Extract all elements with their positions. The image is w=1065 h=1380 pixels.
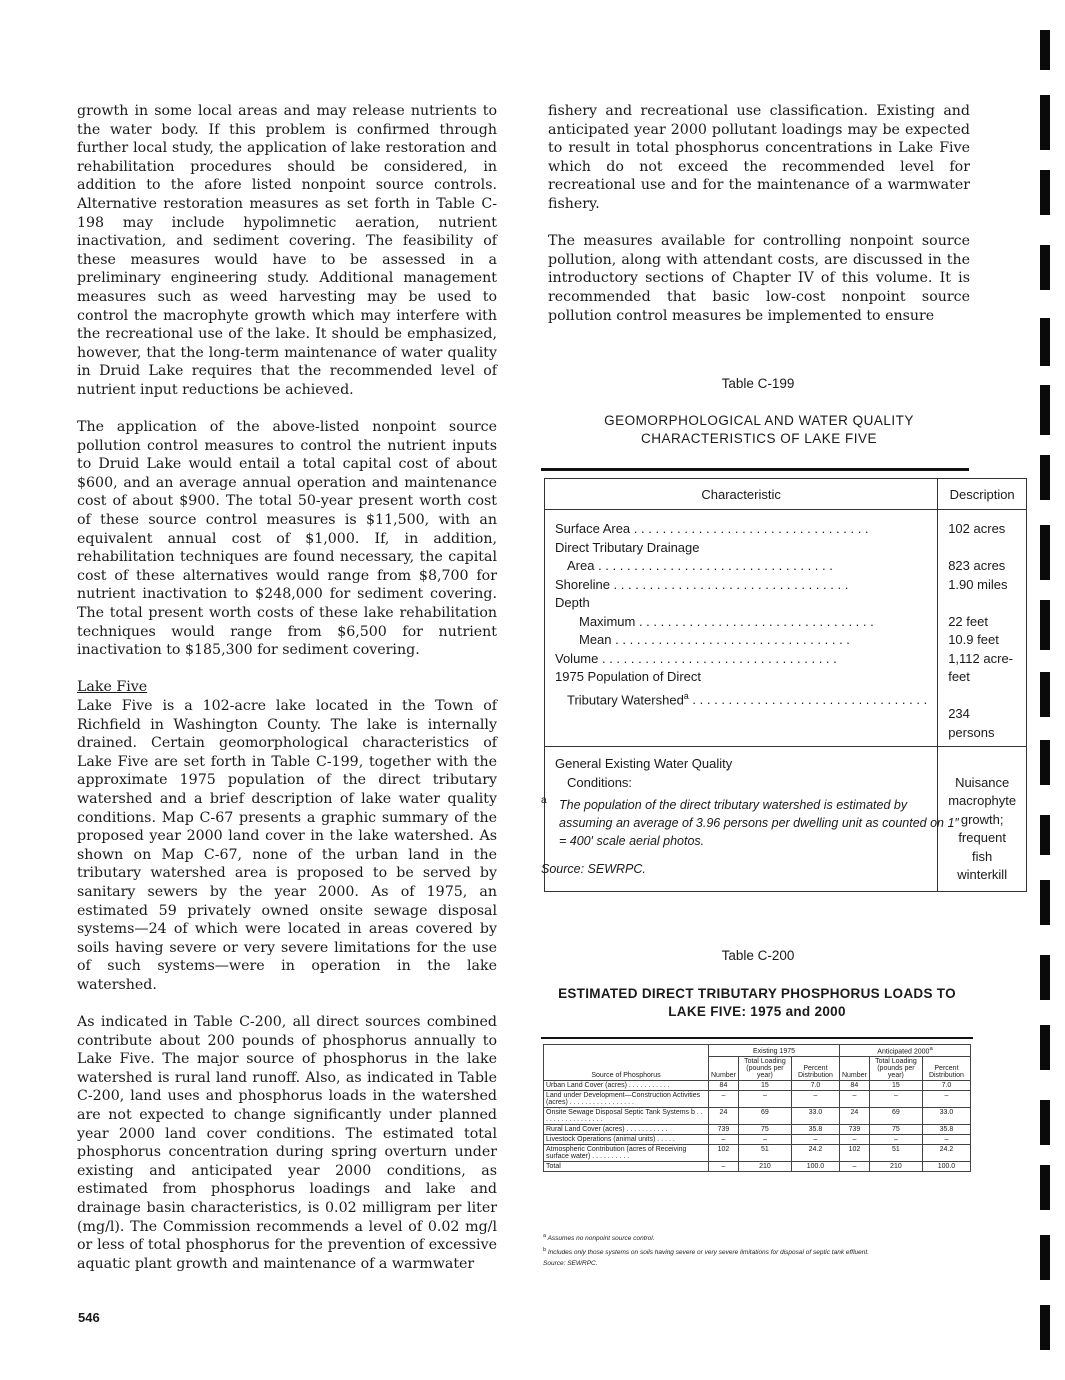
conditions-value-line2: frequent fish winterkill: [957, 830, 1008, 882]
drainage-area-value: 823 acres: [948, 558, 1006, 573]
table-row: Atmospheric Contribution (acres of Receiving surface water) . . . . . . . . . . 102 51 24.2 102 51 24.2: [544, 1145, 971, 1162]
col-characteristic: Characteristic: [545, 479, 938, 510]
left-paragraph-1: growth in some local areas and may release nutrients to the water body. If this problem is confirmed through further local study, the application of lake restoration and rehabilitation procedures should be considered, in addition to the afore listed nonpoint source controls. Alternative restoration measures as set forth in Table C-198 may include hypolimnetic aeration, nutrient inactivation, and sediment covering. The feasibility of these measures would have to be assessed in a preliminary engineering study. Additional management measures such as weed harvesting may be used to control the macrophyte growth which may interfere with the recreational use of the lake. It should be emphasized, however, that the long-term maintenance of water quality in Druid Lake requires that the recommended level of nutrient input reductions be achieved.: [77, 103, 497, 398]
right-paragraph-1: fishery and recreational use classification. Existing and anticipated year 2000 pollutant loadings may be expected to result in total phosphorus concentrations in Lake Five which do not exceed the recommended level for recreational use and for the maintenance of a warmwater fishery.: [548, 103, 970, 212]
table-c199-title: GEOMORPHOLOGICAL AND WATER QUALITY CHARACTERISTICS OF LAKE FIVE: [604, 413, 914, 446]
right-paragraph-2: The measures available for controlling nonpoint source pollution, along with attendant costs, are discussed in the introductory sections of Chapter IV of this volume. It is recommended that basic low-cost nonpoint source pollution control measures be implemented to ensure: [548, 233, 970, 324]
table-c199-footnote: a The population of the direct tributary watershed is estimated by assuming an average of 3.96 persons per dwelling unit as counted on 1″ = 400′ scale aerial photos.: [541, 795, 959, 848]
table-c199-number: Table C-199: [721, 376, 795, 391]
col-source: Source of Phosphorus: [544, 1045, 709, 1081]
table-row: Total – 210 100.0 – 210 100.0: [544, 1162, 971, 1172]
page-number: 546: [78, 1310, 100, 1325]
population-value: 234 persons: [948, 706, 995, 740]
group-anticipated: Anticipated 2000$^a$: [839, 1045, 970, 1057]
table-c200-body: [544, 1081, 971, 1172]
table-row: Land under Development—Construction Activities (acres) . . . . . . . . . . . . . . . . . – – – – – –: [544, 1091, 971, 1108]
surface-area-value: 102 acres: [948, 521, 1006, 536]
mean-depth-value: 10.9 feet: [948, 632, 999, 647]
right-column: [548, 102, 970, 344]
shoreline-value: 1.90 miles: [948, 576, 1008, 592]
section-heading-lake-five: Lake Five: [77, 679, 148, 696]
table-c200-source: Source: SEWRPC.: [543, 1260, 598, 1267]
conditions-value-line1: Nuisance macrophyte growth;: [948, 774, 1017, 827]
table-c200: Source of Phosphorus Existing 1975 Anticipated 2000$^a$ Number Total Loading (pounds per year) Percent Distribution Number Total Loading (pounds per year) Percent Distribution Urban Land Cover (acres) . . . . . . . . . . . 84 15 7.0 84 15 7.0 Land under Development—Construction Activities (acres) . . . . . . . . . . . . . . . . . – – – – – – Onsite Sewage Disposal Septic Tank Systems b . . . . . . . . . . . . . . . . . 24 69 33.0 24 69 33.0 Rural Land Cover (acres) . . . . . . . . . . . 739 75 35.8 739 75 35.8 Livestock Operations (animal units) . . . . . – – – – – – Atmospheric Contribution (acres of Receiving surface water) . . . . . . . . . . 102 51 24.2 102 51 24.2 Total – 210 100.0 – 210 100.0: [543, 1044, 971, 1172]
table-c200-footnote-b: $^b$ Includes only those systems on soils having severe or very severe limitations for disposal of septic tank effluent.: [543, 1247, 870, 1257]
table-row: Rural Land Cover (acres) . . . . . . . . . . . 739 75 35.8 739 75 35.8: [544, 1125, 971, 1135]
table-c199-source: Source: SEWRPC.: [541, 862, 646, 876]
table-c200-title: ESTIMATED DIRECT TRIBUTARY PHOSPHORUS LOADS TO LAKE FIVE: 1975 and 2000: [558, 986, 956, 1019]
col-description: Description: [938, 479, 1027, 510]
table-row: Onsite Sewage Disposal Septic Tank Systems b . . . . . . . . . . . . . . . . . 24 69 33.0 24 69 33.0: [544, 1108, 971, 1125]
table-c200-footnote-a: $^a$ Assumes no nonpoint source control.: [543, 1233, 655, 1243]
left-paragraph-3: Lake Five is a 102-acre lake located in the Town of Richfield in Washington County. The lake is internally drained. Certain geomorphological characteristics of Lake Five are set forth in Table C-199, together with the approximate 1975 population of the direct tributary watershed and a brief description of lake water quality conditions. Map C-67 presents a graphic summary of the proposed year 2000 land cover in the lake watershed. As shown on Map C-67, none of the urban land in the tributary watershed area is proposed to be served by sanitary sewers by the year 2000. As of 1975, an estimated 59 privately owned onsite sewage disposal systems—24 of which were located in areas covered by soils having severe or very severe limitations for the use of such systems—were in operation in the lake watershed.: [77, 698, 497, 993]
margin-registration-marks: [1040, 0, 1060, 1380]
table-row: Urban Land Cover (acres) . . . . . . . . . . . 84 15 7.0 84 15 7.0: [544, 1081, 971, 1091]
left-paragraph-4: As indicated in Table C-200, all direct sources combined contribute about 200 pounds of phosphorus annually to Lake Five. The major source of phosphorus in the lake watershed is rural land runoff. Also, as indicated in Table C-200, land uses and phosphorus loads in the watershed are not expected to change significantly under planned year 2000 land cover conditions. The estimated total phosphorus concentration during spring overturn under existing and anticipated year 2000 conditions, as estimated from phosphorus loadings and lake and drainage basin characteristics, is 0.02 milligram per liter (mg/l). The Commission recommends a level of 0.02 mg/l or less of total phosphorus for the prevention of excessive aquatic plant growth and maintenance of a warmwater: [77, 1014, 497, 1272]
table-row: Livestock Operations (animal units) . . . . . – – – – – –: [544, 1135, 971, 1145]
maximum-depth-value: 22 feet: [948, 613, 988, 629]
volume-value: 1,112 acre-feet: [948, 650, 1013, 684]
left-column: [77, 102, 497, 1292]
group-existing: Existing 1975: [709, 1045, 840, 1057]
table-c200-number: Table C-200: [721, 948, 795, 963]
table-c200-top-rule: [541, 1037, 973, 1039]
table-c199: Characteristic Description Surface Area . . . Direct Tributary Drainage Area . . . Shoreline . . . Depth Maximum . . . Mean . . . Volume . . . 1975 Population of Direct Tributary Watershed$^a$ . . . 102 acres 823 acres 1.90 miles 22 feet 10.9 feet 1,112 acre-feet 234 persons General Existing Water Quality Conditions: Nuisance macrophyte growth; frequent fish winterkill: [544, 478, 1027, 892]
left-paragraph-2: The application of the above-listed nonpoint source pollution control measures to control the nutrient inputs to Druid Lake would entail a total capital cost of about $600, and an average annual operation and maintenance cost of about $900. The total 50-year present worth cost of these source control measures is $11,500, with an equivalent annual cost of $1,000. If, in addition, rehabilitation techniques are found necessary, the capital cost of these alternatives would range from $8,700 for nutrient inactivation to $248,000 for sediment covering. The total present worth costs of these lake rehabilitation techniques would range from $6,500 for nutrient inactivation to $185,300 for sediment covering.: [77, 419, 497, 659]
table-c199-top-rule: [541, 468, 969, 471]
